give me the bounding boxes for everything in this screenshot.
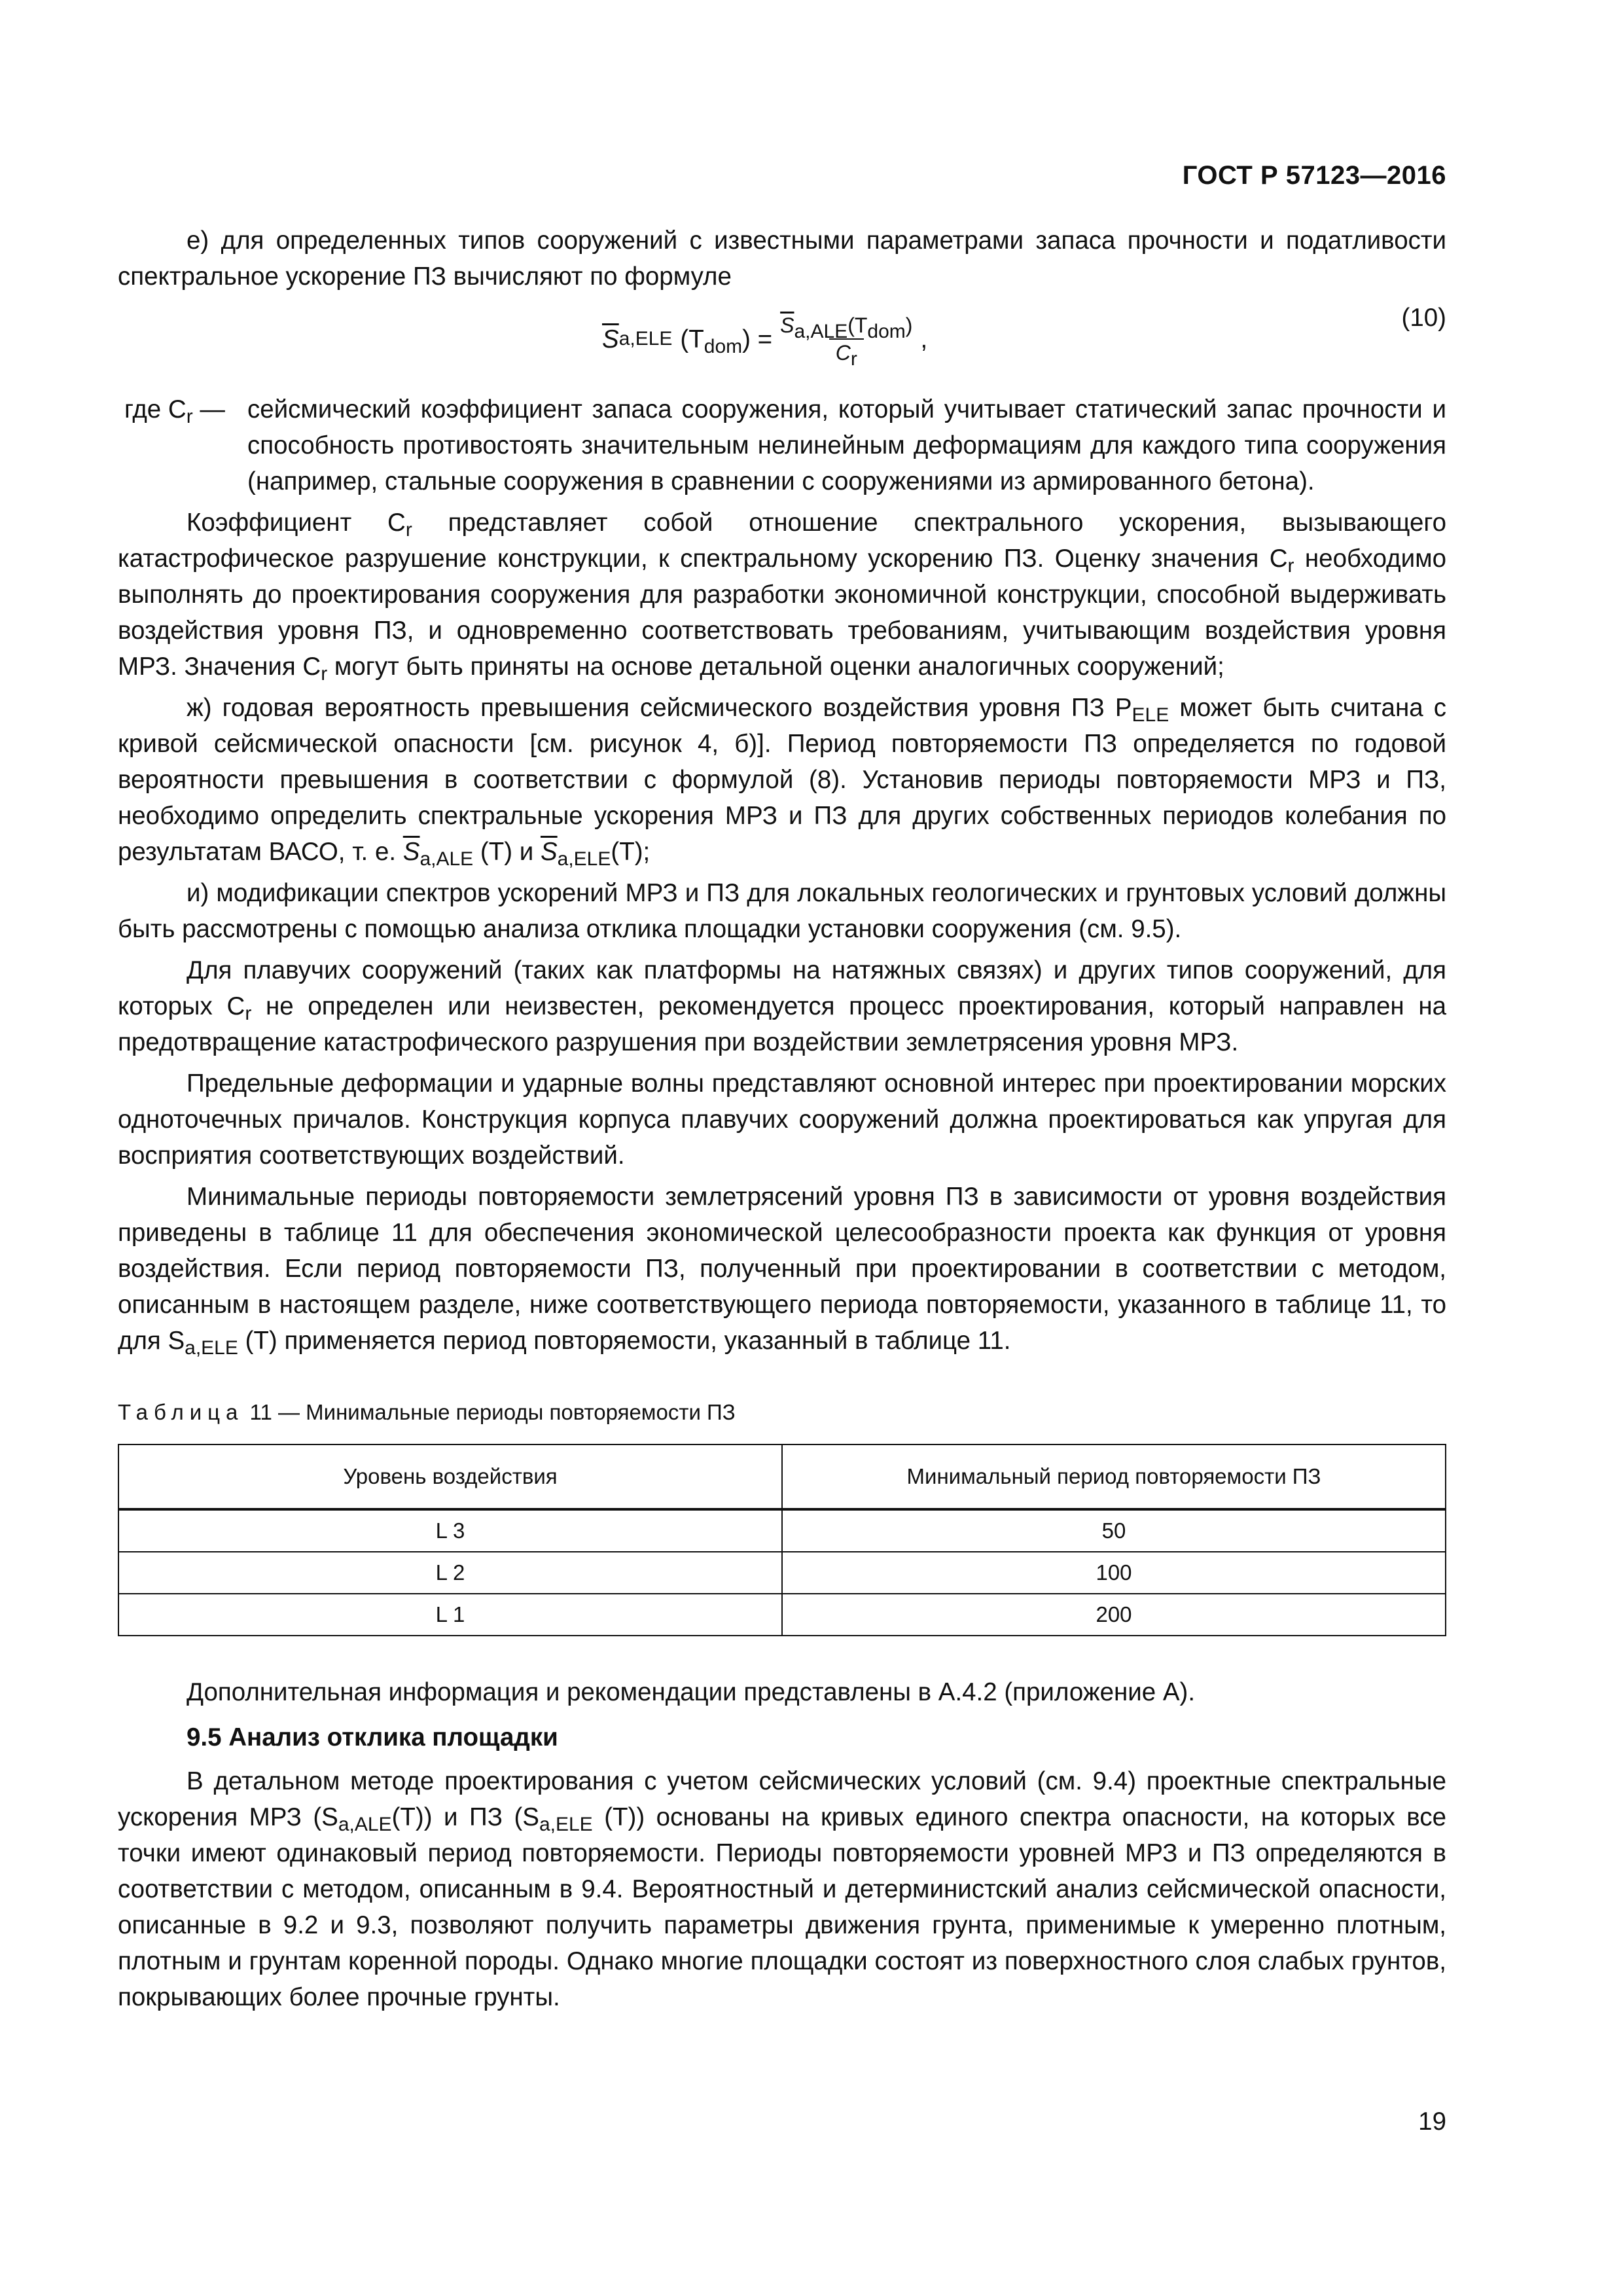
paragraph-limit-deformations: Предельные деформации и ударные волны представляют основной интерес при проектировании морских одноточечных причалов. Конструкция корпуса плавучих сооружений должна проектироваться как упругая для восприятия соответствующих воздействий. — [118, 1069, 1446, 1170]
table-cell: 200 — [782, 1594, 1446, 1636]
table-cell: L 3 — [118, 1509, 782, 1552]
where-clause — [118, 391, 1446, 499]
table-cell: 50 — [782, 1509, 1446, 1552]
table-row — [118, 1509, 1446, 1552]
standard-designation: ГОСТ Р 57123—2016 — [1182, 161, 1446, 190]
table-caption: Таблица 11 — Минимальные периоды повторяемости ПЗ — [118, 1400, 736, 1424]
table-row — [118, 1594, 1446, 1636]
paragraph-floating: Для плавучих сооружений (таких как платформы на натяжных связях) и других типов сооружений, для которых $C_r$ не определен или неизвестен, рекомендуется процесс проектирования, который направлен на предотвращение катастрофического разрушения при воздействии землетрясения уровня МРЗ. — [118, 956, 1446, 1056]
formula-10 — [118, 300, 1446, 378]
formula-trail: , — [920, 325, 928, 353]
paragraph-zh: ж) годовая вероятность превышения сейсмического воздействия уровня ПЗ $P_{ELE}$ может быть считана с кривой сейсмической опасности [см. рисунок 4, б)]. Период повторяемости ПЗ определяется по годовой вероятности превышения в соответствии с формулой (8). Установив периоды повторяемости МРЗ и ПЗ, необходимо определить спектральные ускорения МРЗ и ПЗ для других собственных периодов колебания по результатам ВАСО, т. е. $\overline{S}_{a,ALE}$ (T) и $\overline{S}_{a,ELE}(T)$; — [118, 694, 1446, 870]
section-title: 9.5 Анализ отклика площадки — [187, 1723, 558, 1751]
table-cell: L 2 — [118, 1552, 782, 1594]
paragraph-site-response: В детальном методе проектирования с учетом сейсмических условий (см. 9.4) проектные спектральные ускорения МРЗ $(S_{a,ALE}(T))$ и ПЗ ($S_{a,ELE}$ (T)) основаны на кривых единого спектра опасности, на которых все точки имеют одинаковый период повторяемости. Периоды повторяемости уровней МРЗ и ПЗ определяются в соответствии с методом, описанным в 9.4. Вероятностный и детерминистский анализ сейсмической опасности, описанные в 9.2 и 9.3, позволяют получить параметры движения грунта, применимые к умеренно плотным, плотным и грунтам коренной породы. Однако многие площадки состоят из поверхностного слоя слабых грунтов, покрывающих более прочные грунты. — [118, 1767, 1446, 2011]
paragraph-extra-info: Дополнительная информация и рекомендации представлены в А.4.2 (приложение А). — [187, 1678, 1196, 1706]
formula-denominator: $C_r$ — [829, 338, 864, 366]
table-header-cell: Уровень воздействия — [118, 1444, 782, 1509]
paragraph-min-periods: Минимальные периоды повторяемости землетрясений уровня ПЗ в зависимости от уровня воздействия приведены в таблице 11 для обеспечения экономической целесообразности проекта как функция от уровня воздействия. Если период повторяемости ПЗ, полученный при проектировании в соответствии с методом, описанным в настоящем разделе, ниже соответствующего периода повторяемости, указанного в таблице 11, то для $S_{a,ELE}$ (T) применяется период повторяемости, указанный в таблице 11. — [118, 1183, 1446, 1359]
formula-expression: $\overline{S}$ a,ELE $(T_{dom})$ = $\frac{\overline{S}_{a,ALE}(T_{dom})}{C_r}$ , — [602, 314, 928, 370]
where-term: где $C_r$ — — [124, 395, 225, 427]
formula-fraction — [776, 312, 916, 370]
table-header-row — [118, 1444, 1446, 1509]
paragraph-i: и) модификации спектров ускорений МРЗ и ПЗ для локальных геологических и грунтовых условий должны быть рассмотрены с помощью анализа отклика площадки установки сооружения (см. 9.5). — [118, 879, 1446, 943]
formula-number: (10) — [1401, 304, 1446, 332]
table-cell: 100 — [782, 1552, 1446, 1594]
formula-lhs-arg: $(T_{dom})$ = — [680, 325, 773, 357]
page-content — [118, 223, 1446, 2020]
table-header-cell: Минимальный период повторяемости ПЗ — [782, 1444, 1446, 1509]
formula-numerator: $\overline{S}_{a,ALE}(T_{dom})$ — [780, 314, 913, 342]
paragraph-cr: Коэффициент $C_r$ представляет собой отношение спектрального ускорения, вызывающего катастрофическое разрушение конструкции, к спектральному ускорению ПЗ. Оценку значения $C_r$ необходимо выполнять до проектирования сооружения для разработки экономичной конструкции, способной выдерживать воздействия уровня ПЗ, и одновременно соответствовать требованиям, учитывающим воздействия уровня МРЗ. Значения $C_r$ могут быть приняты на основе детальной оценки аналогичных сооружений; — [118, 509, 1446, 685]
paragraph-e: е) для определенных типов сооружений с известными параметрами запаса прочности и податливости спектральное ускорение ПЗ вычисляют по формуле — [118, 226, 1446, 291]
page-number: 19 — [1418, 2108, 1446, 2136]
where-definition: сейсмический коэффициент запаса сооружения, который учитывает статический запас прочности и способность противостоять значительным нелинейным деформациям для каждого типа сооружения (например, стальные сооружения в сравнении с сооружениями из армированного бетона). — [247, 395, 1446, 495]
table-row — [118, 1552, 1446, 1594]
formula-lhs-symbol: $\overline{S}$ — [602, 325, 619, 353]
table-11 — [118, 1444, 1446, 1636]
table-cell: L 1 — [118, 1594, 782, 1636]
